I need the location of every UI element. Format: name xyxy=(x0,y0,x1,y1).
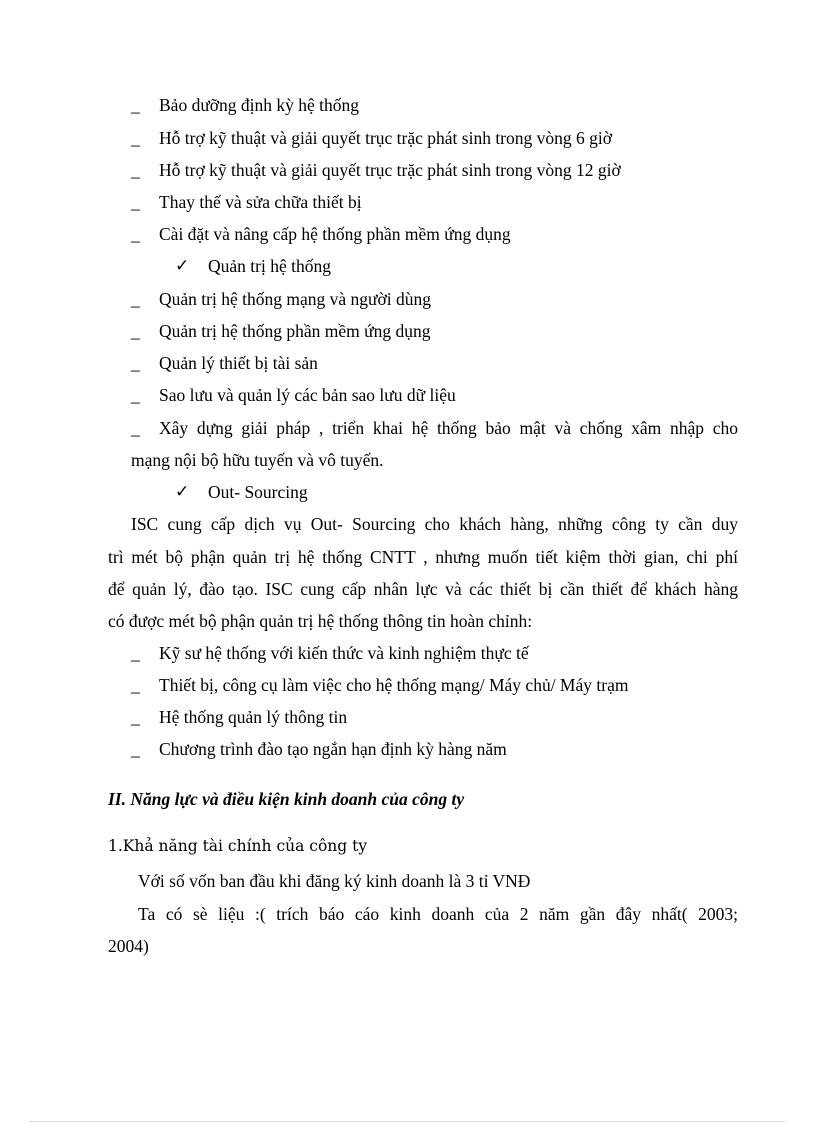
list-item-text: Kỹ sư hệ thống với kiến thức và kinh nghiệm thực tế xyxy=(159,643,529,663)
list-item-text: Quản trị hệ thống mạng và người dùng xyxy=(159,289,431,309)
dash-bullet: _ xyxy=(131,95,140,115)
dash-bullet: _ xyxy=(131,385,140,405)
paragraph-line: có được mét bộ phận quản trị hệ thống thông tin hoàn chỉnh: xyxy=(108,611,533,631)
list-item-text: Quản trị hệ thống phần mềm ứng dụng xyxy=(159,321,431,341)
dash-bullet: _ xyxy=(131,128,140,148)
section-heading: II. Năng lực và điều kiện kinh doanh của công ty xyxy=(108,789,465,809)
list-item-text: Hệ thống quản lý thông tin xyxy=(159,707,348,727)
paragraph-line: trì mét bộ phận quản trị hệ thống CNTT , nhưng muốn tiết kiệm thời gian, chi phí xyxy=(108,547,738,567)
list-item-text: mạng nội bộ hữu tuyến và vô tuyến. xyxy=(131,450,384,470)
list-item-text: Cài đặt và nâng cấp hệ thống phần mềm ứng dụng xyxy=(159,224,511,244)
sub-heading-text: Quản trị hệ thống xyxy=(208,256,331,276)
checkmark-icon: ✓ xyxy=(175,482,190,502)
list-item-text: Xây dựng giải pháp , triển khai hệ thống bảo mật và chống xâm nhập cho xyxy=(159,418,738,438)
dash-bullet: _ xyxy=(131,192,140,212)
dash-bullet: _ xyxy=(131,224,140,244)
subsection-heading: 1.Khả năng tài chính của công ty xyxy=(108,837,368,855)
dash-bullet: _ xyxy=(131,739,140,759)
dash-bullet: _ xyxy=(131,675,140,695)
dash-bullet: _ xyxy=(131,643,140,663)
paragraph-line: ISC cung cấp dịch vụ Out- Sourcing cho khách hàng, những công ty cần duy xyxy=(131,514,738,534)
page-bottom-rule xyxy=(30,1121,786,1122)
list-item-text: Chương trình đào tạo ngắn hạn định kỳ hàng năm xyxy=(159,739,507,759)
data-intro-line: 2004) xyxy=(108,936,149,956)
list-item-text: Hỗ trợ kỹ thuật và giải quyết trục trặc phát sinh trong vòng 12 giờ xyxy=(159,160,621,180)
dash-bullet: _ xyxy=(131,418,140,438)
checkmark-icon: ✓ xyxy=(175,256,190,276)
capital-line: Với số vốn ban đầu khi đăng ký kinh doanh là 3 tỉ VNĐ xyxy=(138,871,531,891)
list-item-text: Bảo dưỡng định kỳ hệ thống xyxy=(159,95,360,115)
sub-heading-text: Out- Sourcing xyxy=(208,482,308,502)
list-item-text: Thiết bị, công cụ làm việc cho hệ thống mạng/ Máy chủ/ Máy trạm xyxy=(159,675,629,695)
dash-bullet: _ xyxy=(131,321,140,341)
list-item-text: Sao lưu và quản lý các bản sao lưu dữ liệu xyxy=(159,385,456,405)
dash-bullet: _ xyxy=(131,353,140,373)
paragraph-line: để quản lý, đào tạo. ISC cung cấp nhân lực và các thiết bị cần thiết để khách hàng xyxy=(108,579,738,599)
list-item-text: Quản lý thiết bị tài sản xyxy=(159,353,318,373)
dash-bullet: _ xyxy=(131,289,140,309)
list-item-text: Hỗ trợ kỹ thuật và giải quyết trục trặc phát sinh trong vòng 6 giờ xyxy=(159,128,613,148)
dash-bullet: _ xyxy=(131,160,140,180)
data-intro-line: Ta có sè liệu :( trích báo cáo kinh doanh của 2 năm gần đây nhất( 2003; xyxy=(138,904,738,924)
list-item-text: Thay thế và sửa chữa thiết bị xyxy=(159,192,362,212)
dash-bullet: _ xyxy=(131,707,140,727)
